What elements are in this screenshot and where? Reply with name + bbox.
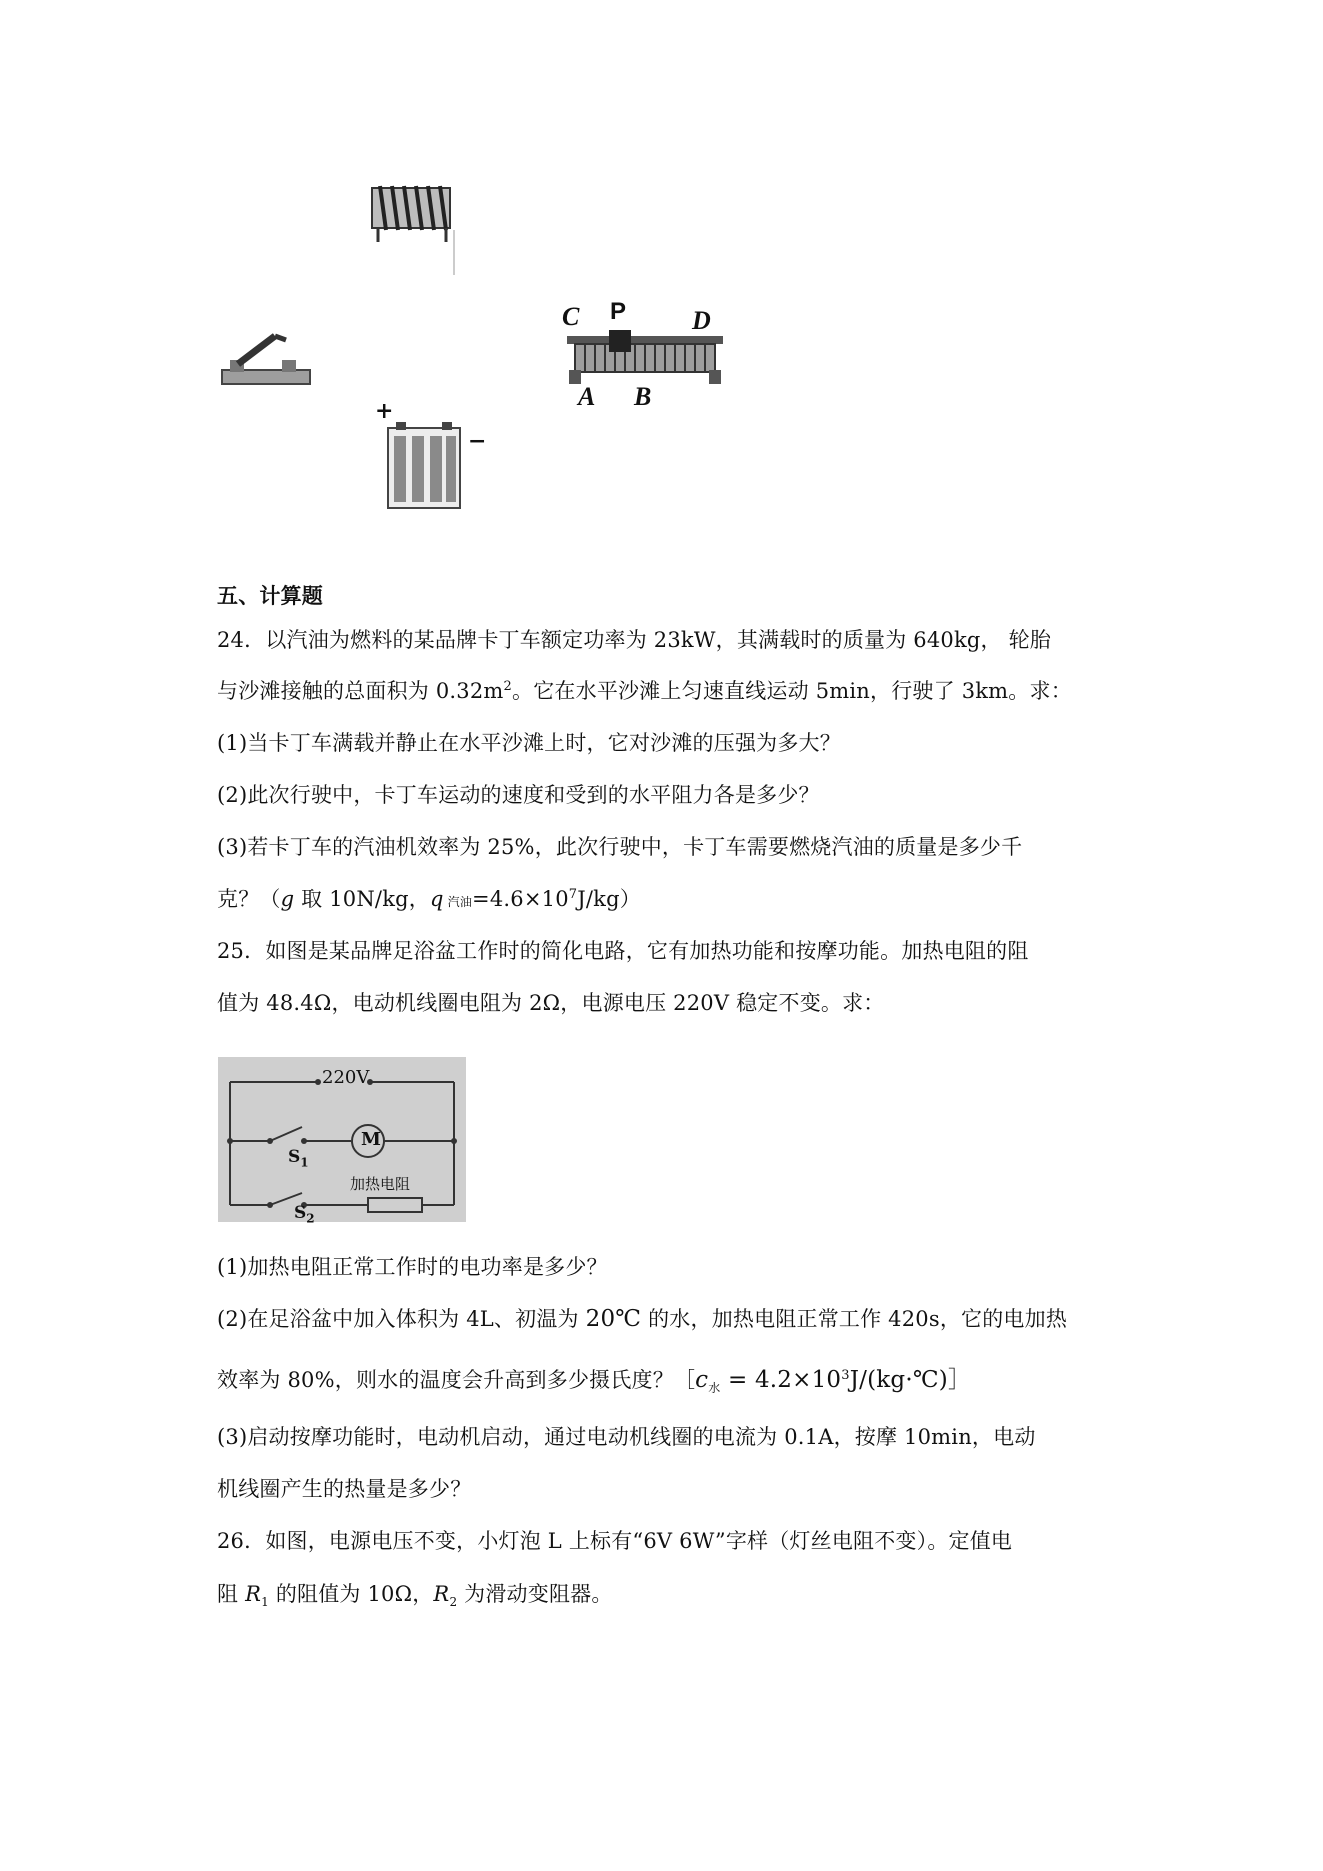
q25-line2: 值为 48.4Ω，电动机线圈电阻为 2Ω，电源电压 220V 稳定不变。求： xyxy=(217,991,885,1015)
q25-part1: (1)加热电阻正常工作时的电功率是多少？ xyxy=(217,1255,608,1279)
battery-plus-label: + xyxy=(375,398,394,424)
circuit-s1-label: $S_1$ xyxy=(288,1147,309,1170)
battery-image xyxy=(380,418,470,518)
circuit-s2-label: $S_2$ xyxy=(294,1203,315,1226)
label-d: D xyxy=(692,306,711,335)
circuit-diagram xyxy=(218,1057,466,1226)
q25-part3-cont: 机线圈产生的热量是多少？ xyxy=(217,1477,472,1501)
q24-part3-cont: 克？（g 取 10N/kg，q 汽油$=4.6\times 10^7J/kg$） xyxy=(217,887,641,911)
q24-part3: (3)若卡丁车的汽油机效率为 25%，此次行驶中，卡丁车需要燃烧汽油的质量是多少千 xyxy=(217,835,1023,859)
q25-part2: (2)在足浴盆中加入体积为 4L、初温为 20℃ 的水，加热电阻正常工作 420s，它的电加热 xyxy=(217,1306,1068,1332)
q24-line1: 24．以汽油为燃料的某品牌卡丁车额定功率为 23kW，其满载时的质量为 640kg， 轮胎 xyxy=(217,628,1052,652)
q24-line2: 与沙滩接触的总面积为 $0.32m^2$。它在水平沙滩上匀速直线运动 5min，行驶了 3km。求： xyxy=(217,679,1072,703)
label-c: C xyxy=(562,302,580,331)
q25-line1: 25．如图是某品牌足浴盆工作时的简化电路，它有加热功能和按摩功能。加热电阻的阻 xyxy=(217,939,1029,963)
top-figure xyxy=(210,180,730,530)
label-b: B xyxy=(634,382,652,411)
q26-line2: 阻 $R_1$ 的阻值为 10Ω，$R_2$ 为滑动变阻器。 xyxy=(217,1582,613,1610)
label-a: A xyxy=(578,382,596,411)
label-p: P xyxy=(610,298,627,325)
switch-image xyxy=(220,330,315,390)
circuit-resistor-label: 加热电阻 xyxy=(350,1175,411,1193)
circuit-motor-label: M xyxy=(361,1129,381,1150)
slider-rheostat-image xyxy=(565,330,725,390)
section-title: 五、计算题 xyxy=(217,584,323,608)
battery-minus-label: − xyxy=(468,428,487,454)
q26-line1: 26．如图，电源电压不变，小灯泡 L 上标有“6V 6W”字样（灯丝电阻不变）。定值电 xyxy=(217,1529,1013,1553)
q24-part2: (2)此次行驶中，卡丁车运动的速度和受到的水平阻力各是多少？ xyxy=(217,783,820,807)
circuit-voltage-label: 220V xyxy=(322,1067,370,1088)
q25-part3: (3)启动按摩功能时，电动机启动，通过电动机线圈的电流为 0.1A，按摩 10min，电动 xyxy=(217,1425,1036,1449)
coil-image xyxy=(368,180,458,280)
q25-part2-cont: 效率为 80%，则水的温度会升高到多少摄氏度？$[c_水$ = $4.2\times 10^3J/(kg\cdot℃)]$ xyxy=(217,1367,972,1396)
q24-part1: (1)当卡丁车满载并静止在水平沙滩上时，它对沙滩的压强为多大？ xyxy=(217,731,841,755)
